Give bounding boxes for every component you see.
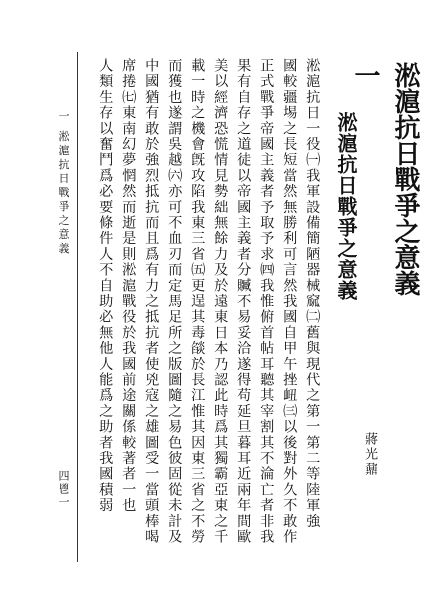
body-column: 人類生存以奮鬥爲必要條件人不自助必無他人能爲之助者我國積弱 <box>97 58 114 514</box>
running-head: 一 淞滬抗日戰爭之意義 <box>57 110 70 257</box>
body-column: 而獲也遂謂吳越㈥亦可不血刃而定馬足所之版圖隨之易色彼固從未計及 <box>166 58 183 545</box>
body-column: 美以經濟恐慌情見勢絀無餘力及於遠東日本乃認此時爲其獨霸亞東之千 <box>212 58 229 545</box>
section-title: 淞滬抗日戰爭之意義 <box>334 112 358 301</box>
body-column: 席捲㈦東南幻夢惘然而逝是則淞滬戰役於我國前途關係較著者一也 <box>120 58 137 514</box>
body-column: 中國猶有敢於強烈抵抗而且爲有力之抵抗者使兇寇之雄圖受一當頭棒喝 <box>143 58 160 545</box>
margin-divider <box>77 52 78 562</box>
page-number: 四鬯一 <box>57 470 70 509</box>
body-column: 載一時之機會旣攻陷我東三省㈤更逞其毒燄於長江惟其因東三省之不勞 <box>189 58 206 545</box>
essay-title: 淞滬抗日戰爭之意義 <box>390 62 420 296</box>
section-number: 一 <box>350 62 380 88</box>
body-column: 國較疆埸之長短當然無勝利可言然我國自甲午挫衄㈢以後對外久不敢作 <box>281 58 298 545</box>
body-column: 果有自存之道徒以帝國主義者分贓不易妥洽遂得苟延旦暮耳近兩年間歐 <box>235 58 252 545</box>
body-column: 淞滬抗日一役㈠我軍設備簡陋器械窳㈡舊與現代之第一第二等陸軍強 <box>304 58 321 529</box>
author-name: 蔣光鼐 <box>362 432 377 477</box>
body-column: 正式戰爭帝國主義者予取予求㈣我惟俯首帖耳聽其宰割其不淪亡者非我 <box>258 58 275 545</box>
